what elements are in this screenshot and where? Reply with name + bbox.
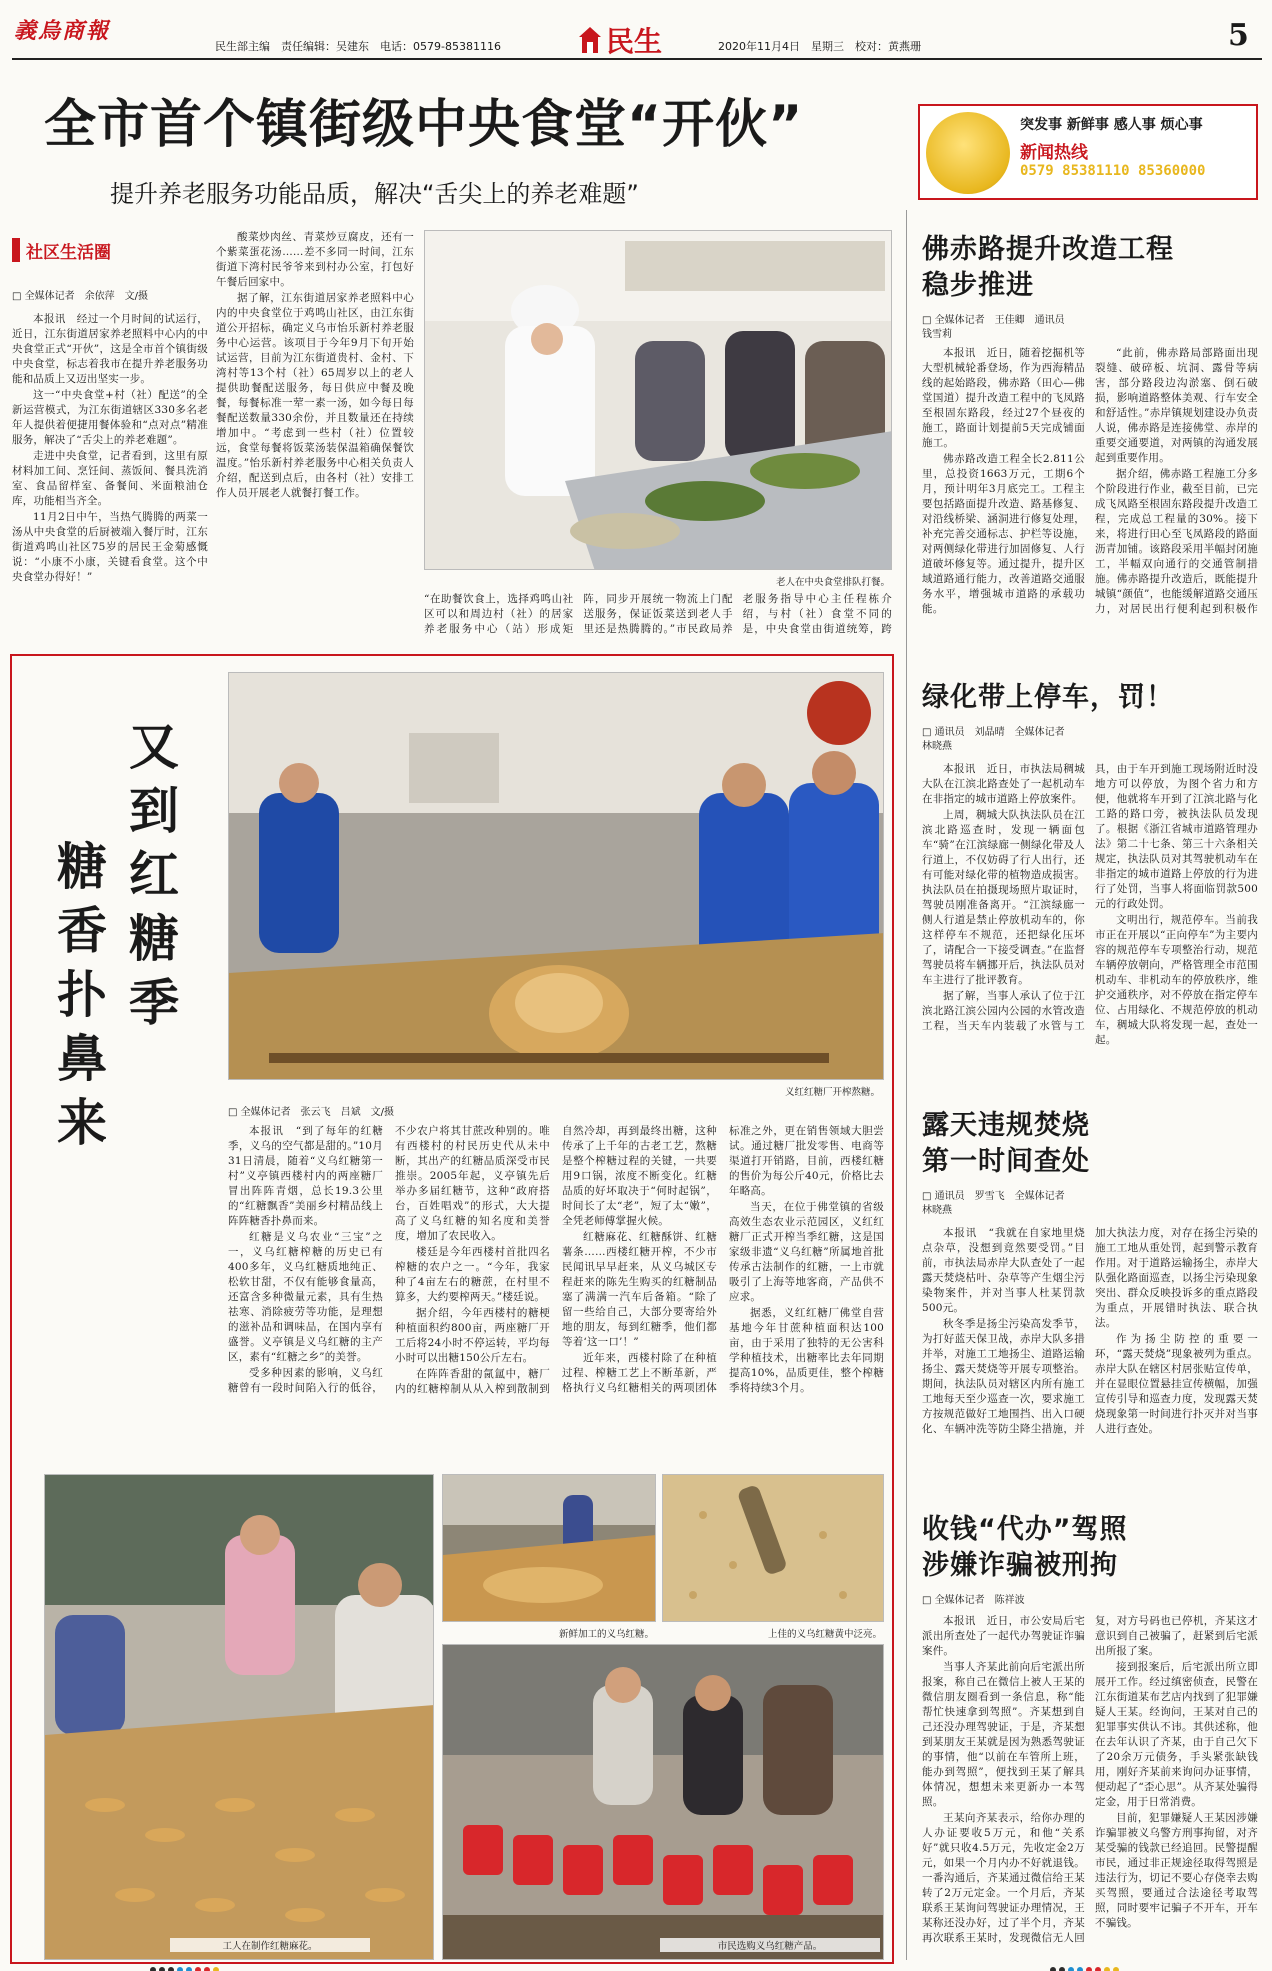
lead-paragraph: “在助餐饮食上，选择鸡鸣山社区可以和周边村（社）的居家养老服务中心（站）形成矩阵，同步开展统一物流上门配送服务，保证饭菜送到老人手里还是热腾腾的。”市民政局养老服务指导中心主任程栋介绍，与村（社）食堂不同的是，中央食堂由街道统筹，跨 bbox=[424, 593, 892, 635]
sidebar-paragraph: 目前，犯罪嫌疑人王某因涉嫌诈骗罪被义乌警方刑事拘留，对齐某受骗的钱款已经追回。民警提醒市民，通过非正规途径取得驾照是违法行为，切记不要心存侥幸去购买驾照，要通过合法途径考取驾照，同时要牢记骗子不开车，开车不骗钱。 bbox=[1095, 1812, 1258, 1929]
sidebar-byline: □ 通讯员 罗雪飞 全媒体记者 林晓燕 bbox=[922, 1190, 1072, 1218]
sugar-paragraph: 据悉，义红红糖厂佛堂自营基地今年甘蔗种植面积达100亩，由于采用了独特的无公害科学种植技术，出糖率比去年同期提高10%，品质更佳，整个榨糖季将持续3个月。 bbox=[729, 1307, 884, 1394]
sidebar-paragraph: 本报讯 近日，市公安局后宅派出所查处了一起代办驾驶证诈骗案件。 bbox=[922, 1615, 1085, 1657]
paper-logo: 義烏商報 bbox=[14, 18, 111, 44]
sugar-vertical-title bbox=[49, 720, 186, 1340]
sugar-main-caption: 义红红糖厂开榨熬糖。 bbox=[784, 1087, 880, 1098]
section-title: 民生 bbox=[606, 25, 663, 58]
sidebar-divider bbox=[906, 210, 907, 1960]
sidebar-paragraph: 本报讯 近日，市执法局稠城大队在江滨北路查处了一起机动车在非指定的城市道路上停放案件。 bbox=[922, 763, 1085, 805]
hotline-box bbox=[918, 104, 1258, 200]
sidebar-headline-line: 第一时间查处 bbox=[922, 1146, 1090, 1177]
registration-marks bbox=[148, 1960, 1128, 1970]
sugar-paragraph: 当天，在位于佛堂镇的省级高效生态农业示范园区，义红红糖厂正式开榨当季红糖，这是国家级非遗“义乌红糖”所属地首批传承古法制作的红糖，一上市就吸引了上海等地客商，产品供不应求。 bbox=[729, 1201, 884, 1303]
sidebar-paragraph: 本报讯 “我就在自家地里烧点杂草，没想到竟然要受罚。”目前，市执法局赤岸大队查处了一起露天焚烧枯叶、杂草等产生烟尘污染物案件，并对当事人杜某罚款500元。 bbox=[922, 1227, 1085, 1314]
lead-paragraph: 11月2日中午，当热气腾腾的两菜一汤从中央食堂的后厨被端入餐厅时，江东街道鸡鸣山社区75岁的居民王金菊感慨说：“小康不小康，关键看食堂。这个中央食堂办得好！” bbox=[12, 511, 208, 583]
sidebar-body bbox=[922, 762, 1258, 1062]
page-number: 5 bbox=[1228, 18, 1249, 53]
sidebar-byline: □ 全媒体记者 王佳卿 通讯员 钱雪莉 bbox=[922, 314, 1072, 342]
lead-paragraph: 酸菜炒肉丝、青菜炒豆腐皮，还有一个紫菜蛋花汤……差不多同一时间，江东街道下湾村民爷爷来到村办公室，打包好午餐后回家中。 bbox=[216, 231, 414, 288]
hotline-numbers: 0579 85381110 85360000 bbox=[1020, 163, 1206, 179]
sugar-photo-buyers bbox=[442, 1644, 884, 1960]
sidebar-headline-line: 稳步推进 bbox=[922, 270, 1034, 301]
sidebar-paragraph: 据了解，当事人承认了位于江滨北路江滨公园内公园的水管改造工程，当天车内装载了水管与工具，由于车开到施工现场附近时没地方可以停放，为图个省力和方便，他就将车开到了江滨北路与化工路的路口旁，被执法队员发现了。根据《浙江省城市道路管理办法》第二十七条、第三十六条相关规定，执法队员对其驾驶机动车在非指定的城市道路上停放的行为进行了处罚，当事人将面临罚款500元的行政处罚。 bbox=[922, 763, 1258, 1032]
masthead bbox=[0, 0, 1272, 62]
sidebar-paragraph: “此前，佛赤路局部路面出现裂缝、破碎板、坑洞、露骨等病害，部分路段边沟淤塞、倒石破损，影响道路整体美观、行车安全和舒适性。”赤岸镇规划建设办负责人说，佛赤路是连接佛堂、赤岸的重要交通要道，对两镇的沟通发展起到重要作用。 bbox=[1095, 347, 1258, 464]
sugar-paragraph: 本报讯 “到了每年的红糖季，义乌的空气都是甜的。”10月31日清晨，随着“义乌红糖第一村”义亭镇西楼村内的两座糖厂冒出阵阵青烟，总长19.3公里的“红糖飘香”美丽乡村精品线上阵阵糖香扑鼻而来。 bbox=[228, 1125, 383, 1227]
sidebar-headline-line: 佛赤路提升改造工程 bbox=[922, 234, 1174, 265]
sugar-photo-fresh bbox=[442, 1474, 656, 1622]
sugar-body bbox=[228, 1124, 884, 1470]
sidebar-paragraph: 据介绍，佛赤路工程施工分多个阶段进行作业，截至目前，已完成飞凤路至根固东路段提升改造工程，完成总工程量的30%。接下来，将进行田心至飞凤路段的路面沥青加铺。该路段采用半幅封闭施工，半幅双向通行的交通管制措施。佛赤路提升改造后，既能提升城镇“颜值”，也能缓解道路交通压力，对居民出行便利起到积极作 bbox=[1095, 468, 1258, 615]
lead-paragraph: 这一“中央食堂+村（社）配送”的全新运营模式，为江东街道辖区330多名老年人提供着便捷用餐体验和“点对点”精准服务，解决了“舌尖上的养老难题”。 bbox=[12, 389, 208, 446]
lead-byline: □ 全媒体记者 余依萍 文/摄 bbox=[12, 290, 148, 304]
sugar-title-line: 糖香扑鼻来 bbox=[49, 840, 108, 1160]
lead-col-1 bbox=[12, 312, 208, 640]
sugar-caption: 新鲜加工的义乌红糖。 bbox=[558, 1629, 654, 1640]
sidebar-paragraph: 本报讯 近日，随着挖掘机等大型机械轮番登场，作为西海精品线的起始路段，佛赤路（田心—佛堂国道）提升改造工程中的飞凤路至根固东路段，经过27个昼夜的施工，路面计划提前5天完成铺面施工。 bbox=[922, 347, 1085, 449]
sugar-paragraph: 红糖麻花、红糖酥饼、红糖薯条……西楼红糖开榨，不少市民闻讯早早赶来，从义乌城区专程赶来的陈先生购买的红糖制品塞了满满一汽车后备箱。“除了留一些给自己，大部分要寄给外地的朋友，每到红糖季，他们都等着‘这一口’！” bbox=[562, 1231, 717, 1348]
sidebar-byline: □ 通讯员 刘晶晴 全媒体记者 林晓燕 bbox=[922, 726, 1072, 754]
sugar-paragraph: 据介绍，今年西楼村的糖梗种植面积约800亩，两座糖厂开工后将24小时不停运转，平均每小时可以出糖150公斤左右。 bbox=[395, 1307, 550, 1364]
sugar-photo-workers bbox=[44, 1474, 434, 1960]
hotline-tagline: 突发事 新鲜事 感人事 烦心事 bbox=[1020, 117, 1203, 133]
sugar-caption: 上佳的义乌红糖黄中泛亮。 bbox=[767, 1629, 882, 1640]
lead-photo-caption: 老人在中央食堂排队打餐。 bbox=[775, 577, 890, 588]
hotline-label: 新闻热线 bbox=[1020, 143, 1088, 163]
lead-paragraph: 走进中央食堂，记者看到，这里有原材料加工间、烹饪间、蒸饭间、餐具洗消室、食品留样室、备餐间、米面粮油仓库，功能相当齐全。 bbox=[12, 450, 208, 507]
lead-col-3 bbox=[424, 592, 892, 642]
lead-paragraph: 本报讯 经过一个月时间的试运行，近日，江东街道居家养老照料中心内的中央食堂正式“开伙”，这是全市首个镇街级中央食堂，标志着我市在提升养老服务功能和品质上又迈出坚实一步。 bbox=[12, 313, 208, 385]
lead-col-2 bbox=[216, 230, 414, 640]
sidebar-paragraph: 上周，稠城大队执法队员在江滨北路巡查时，发现一辆面包车“骑”在江滨绿廊一侧绿化带及人行道上，不仅妨碍了行人出行，还有可能对绿化带的植物造成损害。执法队员在拍摄现场照片取证时，驾驶员刚准备离开。“江滨绿廊一侧人行道是禁止停放机动车的，你这样停车不规范，还把绿化压坏了，请配合一下接受调查。”在监督驾驶员将车辆挪开后，执法队员对车主进行了批评教育。 bbox=[922, 809, 1085, 986]
sidebar-body bbox=[922, 1226, 1258, 1488]
column-label: 社区生活圈 bbox=[26, 243, 111, 263]
sidebar-paragraph: 作为扬尘防控的重要一环，“露天焚烧”现象被列为重点。赤岸大队在辖区村居张贴宣传单，并在显眼位置悬挂宣传横幅，加强宣传引导和巡查力度，发现露天焚烧现象第一时间进行扑灭并对当事人进行查处。 bbox=[1095, 1333, 1258, 1435]
sidebar-paragraph: 文明出行，规范停车。当前我市正在开展以“正向停车”为主要内容的规范停车专项整治行动，规范车辆停放朝向，严格管理全市范围机动车、非机动车的停放秩序，维护交通秩序，对不停放在指定停车位、占用绿化、不规范停放的机动车，稠城大队将发现一起，查处一起。 bbox=[1095, 914, 1258, 1046]
sugar-caption: 工人在制作红糖麻花。 bbox=[170, 1938, 370, 1952]
sugar-byline: □ 全媒体记者 张云飞 吕斌 文/摄 bbox=[228, 1106, 428, 1120]
sidebar-paragraph: 佛赤路改造工程全长2.811公里，总投资1663万元，工期6个月，预计明年3月底完工。工程主要包括路面提升改造、路基修复、对沿线桥梁、涵洞进行修复处理，补充完善交通标志、护栏等设施，对两侧绿化带进行加固修复、人行道破坏修复等。通过提升，提升区域道路通行能力，改善道路交通服务水平，增强城市道路的承载功能。 bbox=[922, 453, 1085, 615]
column-tag bbox=[12, 238, 162, 262]
sidebar-headline bbox=[922, 1512, 1258, 1584]
sidebar-paragraph: 接到报案后，后宅派出所立即展开工作。经过缜密侦查，民警在江东街道某布艺店内找到了犯罪嫌疑人王某。经询问，王某对自己的犯罪事实供认不讳。其供述称，他在去年认识了齐某，由于自己欠下了20余万元债务，手头紧张缺钱用，刚好齐某前来询问办证事情，便动起了“歪心思”。从齐某处骗得定金，用于日常消费。 bbox=[1095, 1661, 1258, 1808]
sidebar-headline bbox=[922, 1108, 1258, 1180]
masthead-rule bbox=[12, 58, 1262, 60]
house-icon bbox=[578, 26, 602, 54]
sugar-caption: 市民选购义乌红糖产品。 bbox=[660, 1938, 880, 1952]
sugar-main-photo bbox=[228, 672, 884, 1080]
cat-mascot-icon bbox=[926, 112, 1010, 194]
sidebar-byline: □ 全媒体记者 陈祥波 bbox=[922, 1594, 1122, 1608]
sugar-paragraph: 受多种因素的影响，义乌红糖曾有一段时间陷入行的低谷，不少农户将其甘蔗改种别的。唯有西楼村的村民历史代从未中断，其出产的红糖品质深受市民推崇。2005年起，义亭镇先后举办多届红糖节，这种“政府搭台，百姓唱戏”的形式，大大提高了义乌红糖的知名度和美誉度，增加了农民收入。 bbox=[228, 1125, 550, 1394]
lead-paragraph: 据了解，江东街道居家养老照料中心内的中央食堂位于鸡鸣山社区，由江东街道公开招标，确定义乌市怡乐新村养老服务中心运营。该项目于今年9月下旬开始试运营，目前为江东街道贵村、金村、下湾村等13个村（社）65周岁以上的老人提供助餐配送服务，每日供应中餐及晚餐，每餐标准一荤一素一汤，如今每日每餐配送数量330余份，并且数量还在持续增加中。“考虑到一些村（社）位置较远，食堂每餐将饭菜汤装保温箱确保餐饮温度。”怡乐新村养老服务中心相关负责人介绍，配送到点后，由各村（社）安排工作人员开展老人就餐打餐工作。 bbox=[216, 292, 414, 499]
sidebar-headline-line: 涉嫌诈骗被刑拘 bbox=[922, 1550, 1118, 1581]
sidebar-headline bbox=[922, 680, 1258, 716]
editor-info: 民生部主编 责任编辑：吴建东 电话：0579-85381116 bbox=[215, 40, 501, 53]
sidebar-paragraph: 当事人齐某此前向后宅派出所报案，称自己在微信上被人王某的微信朋友圈看到一条信息，称“能帮忙快速拿到驾照”。齐某想到自己还没办理驾驶证，于是，齐某想到某朋友王某就是因为熟悉驾驶证的事情，他“以前在车管所上班，能办到驾照”，便找到王某了解具体情况，想想未来更新办一本驾照。 bbox=[922, 1661, 1085, 1808]
sidebar-headline bbox=[922, 232, 1258, 304]
sidebar-body bbox=[922, 346, 1258, 640]
sidebar-paragraph: 秋冬季是扬尘污染高发季节，为打好蓝天保卫战，赤岸大队多措并举，对施工工地扬尘、道路运输扬尘、露天焚烧等开展专项整治。期间，执法队员对辖区内所有施工工地每天至少巡查一次，要求施工方按规范做好工地围挡、出入口硬化、车辆冲洗等防尘降尘措施，并加大执法力度，对存在扬尘污染的施工工地从重处罚，起到警示教育作用。对于道路运输扬尘，赤岸大队强化路面巡查，以扬尘污染现象突出、群众反映投诉多的重点路段为重点，开展错时执法、联合执法。 bbox=[922, 1227, 1258, 1435]
sidebar-paragraph: 王某向齐某表示，给你办理的人办证要收5万元，和他“关系好”就只收4.5万元，先收定金2万元，如果一个月内办不好就退钱。一番沟通后，齐某通过微信给王某转了2万元定金。一个月后，齐某联系王某询问驾驶证办理情况，王某称还没办好，过了半个月，齐某再次联系王某时，发现微信无人回复，对方号码也已停机，齐某这才意识到自己被骗了，赶紧到后宅派出所报了案。 bbox=[922, 1615, 1258, 1944]
sugar-paragraph: 近年来，西楼村除了在种植过程、榨糖工艺上不断革新，严格执行义乌红糖相关的两项团体标准之外，更在销售领域大胆尝试。通过糖厂批发零售、电商等渠道打开销路，目前，西楼红糖的售价为每公斤40元，价格比去年略高。 bbox=[562, 1125, 884, 1394]
date-info: 2020年11月4日 星期三 校对：黄燕珊 bbox=[718, 40, 921, 53]
sugar-photo-quality bbox=[662, 1474, 884, 1622]
lead-subhead: 提升养老服务功能品质，解决“舌尖上的养老难题” bbox=[110, 180, 639, 208]
sugar-paragraph: 在阵阵香甜的氤氲中，糖厂内的红糖榨制从从入榨到散制到自然冷却，再到最终出糖，这种传承了上千年的古老工艺，熬糖是整个榨糖过程的关键，一共要用9口锅，浓度不断变化。红糖品质的好坏取决于“何时起锅”，时间长了太“老”，短了太“嫩”，全凭老师傅掌握火候。 bbox=[395, 1125, 717, 1395]
lead-photo-canteen bbox=[424, 230, 892, 570]
sidebar-headline-line: 露天违规焚烧 bbox=[922, 1110, 1090, 1141]
lead-headline: 全市首个镇街级中央食堂“开伙” bbox=[44, 95, 804, 155]
sugar-paragraph: 红糖是义乌农业“三宝”之一，义乌红糖榨糖的历史已有400多年，义乌红糖质地纯正、松软甘甜，不仅有能够食量高，还富含多种微量元素，具有生热祛寒、消除疲劳等功能，是理想的滋补品和调味品，在国内享有盛誉。义亭镇是义乌红糖的主产区，素有“红糖之乡”的美誉。 bbox=[228, 1231, 383, 1363]
sidebar-body bbox=[922, 1614, 1258, 1960]
sidebar-headline-line: 绿化带上停车，罚！ bbox=[922, 682, 1174, 713]
sidebar-headline-line: 收钱“代办”驾照 bbox=[922, 1514, 1128, 1545]
section-badge bbox=[578, 22, 698, 58]
sugar-title-line: 又到红糖季 bbox=[121, 720, 180, 1040]
sugar-paragraph: 楼廷是今年西楼村首批四名榨糖的农户之一。“今年，我家种了4亩左右的糖蔗，在村里不算多，大约要榨两天。”楼廷说。 bbox=[395, 1246, 550, 1303]
